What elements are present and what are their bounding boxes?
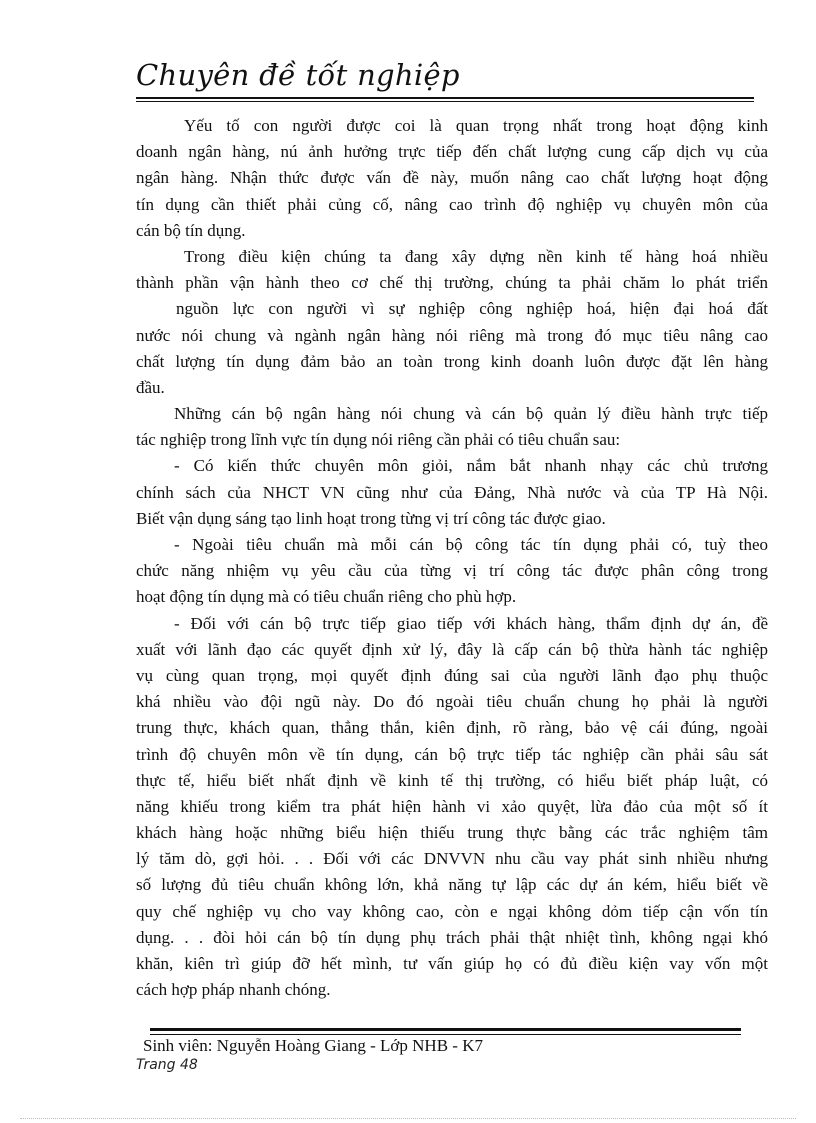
text-line: nước nói chung và ngành ngân hàng nói riêng mà trong đó mục tiêu nâng cao [136, 325, 768, 345]
text-line: ngân hàng. Nhận thức được vấn đề này, muốn nâng cao chất lượng hoạt động [136, 168, 768, 188]
text-line: tín dụng cần thiết phải củng cố, nâng cao trình độ nghiệp vụ chuyên môn của [136, 194, 768, 214]
page-edge [20, 1118, 796, 1119]
text-line: chức năng nhiệm vụ yêu cầu của từng vị trí công tác được phân công trong [136, 561, 768, 581]
footer-student: Sinh viên: Nguyễn Hoàng Giang - Lớp NHB - K7 [143, 1036, 483, 1055]
text-line: trình độ chuyên môn về tín dụng, cán bộ trực tiếp tác nghiệp cần phải sâu sát [136, 744, 768, 764]
text-line: trung thực, khách quan, thẳng thắn, kiên định, rõ ràng, bảo vệ cái đúng, ngoài [136, 718, 768, 738]
text-line: lý tăm dò, gợi hỏi. . . Đối với các DNVVN nhu cầu vay phát sinh nhiều nhưng [136, 849, 768, 869]
text-line: khá nhiều vào đội ngũ này. Do đó ngoài tiêu chuẩn chung họ phải là người [136, 692, 768, 712]
text-line: cán bộ tín dụng. [136, 220, 246, 240]
text-line: vụ cùng quan trọng, mọi quyết định đúng sai của người lãnh đạo phụ thuộc [136, 665, 768, 685]
body-text [136, 113, 768, 1003]
header-title: Chuyên đề tốt nghiệp [136, 58, 460, 92]
text-line: cách hợp pháp nhanh chóng. [136, 980, 331, 1000]
text-line: tác nghiệp trong lĩnh vực tín dụng nói riêng cần phải có tiêu chuẩn sau: [136, 430, 621, 450]
text-line: thực tế, hiểu biết nhất định về kinh tế thị trường, có hiểu biết pháp luật, có [136, 770, 768, 790]
footer-rule [150, 1028, 741, 1031]
text-line: - Ngoài tiêu chuẩn mà mỗi cán bộ công tác tín dụng phải có, tuỳ theo [174, 535, 768, 554]
text-line: xuất với lãnh đạo các quyết định xử lý, đây là cấp cán bộ thừa hành tác nghiệp [136, 639, 768, 659]
footer-rule-thin [150, 1034, 741, 1035]
header-rule-thin [136, 101, 754, 102]
text-line: năng khiếu trong kiểm tra phát hiện hành vi xảo quyệt, lừa đảo của một số ít [136, 796, 768, 816]
text-line: hoạt động tín dụng mà có tiêu chuẩn riêng cho phù hợp. [136, 587, 517, 607]
text-line: đầu. [136, 377, 165, 397]
text-line: khách hàng hoặc những biểu hiện thiếu trung thực bằng các trắc nghiệm tâm [136, 823, 768, 843]
text-line: chính sách của NHCT VN cũng như của Đảng, Nhà nước và của TP Hà Nội. [136, 482, 768, 502]
text-line: Biết vận dụng sáng tạo linh hoạt trong từng vị trí công tác được giao. [136, 508, 606, 528]
text-line: doanh ngân hàng, nú ảnh hưởng trực tiếp đến chất lượng cung cấp dịch vụ của [136, 142, 768, 162]
text-line: dụng. . . đòi hỏi cán bộ tín dụng phụ trách phải thật nhiệt tình, không ngại khó [136, 927, 768, 947]
text-line: Yếu tố con người được coi là quan trọng nhất trong hoạt động kinh [184, 116, 768, 135]
text-line: khăn, kiên trì giúp đỡ hết mình, tư vấn giúp họ có đủ điều kiện vay vốn một [136, 954, 768, 973]
text-line: số lượng đủ tiêu chuẩn không lớn, khả năng tự lập các dự án kém, hiểu biết về [136, 875, 768, 895]
page-number: Trang 48 [136, 1057, 198, 1073]
text-line: quy chế nghiệp vụ cho vay không cao, còn e ngại không dỏm tiếp cận vốn tín [136, 901, 768, 921]
text-line: Trong điều kiện chúng ta đang xây dựng nền kinh tế hàng hoá nhiều [184, 246, 768, 266]
text-line: Những cán bộ ngân hàng nói chung và cán bộ quản lý điều hành trực tiếp [174, 404, 768, 424]
text-line: chất lượng tín dụng đảm bảo an toàn trong kinh doanh luôn được đặt lên hàng [136, 351, 768, 371]
text-line: - Có kiến thức chuyên môn giỏi, nắm bắt nhanh nhạy các chủ trương [174, 456, 768, 476]
text-line: - Đối với cán bộ trực tiếp giao tiếp với khách hàng, thẩm định dự án, đề [174, 613, 768, 633]
text-line: thành phần vận hành theo cơ chế thị trường, chúng ta phải chăm lo phát triển [136, 273, 768, 293]
header-rule [136, 97, 754, 99]
text-line: nguồn lực con người vì sự nghiệp công nghiệp hoá, hiện đại hoá đất [176, 299, 768, 319]
